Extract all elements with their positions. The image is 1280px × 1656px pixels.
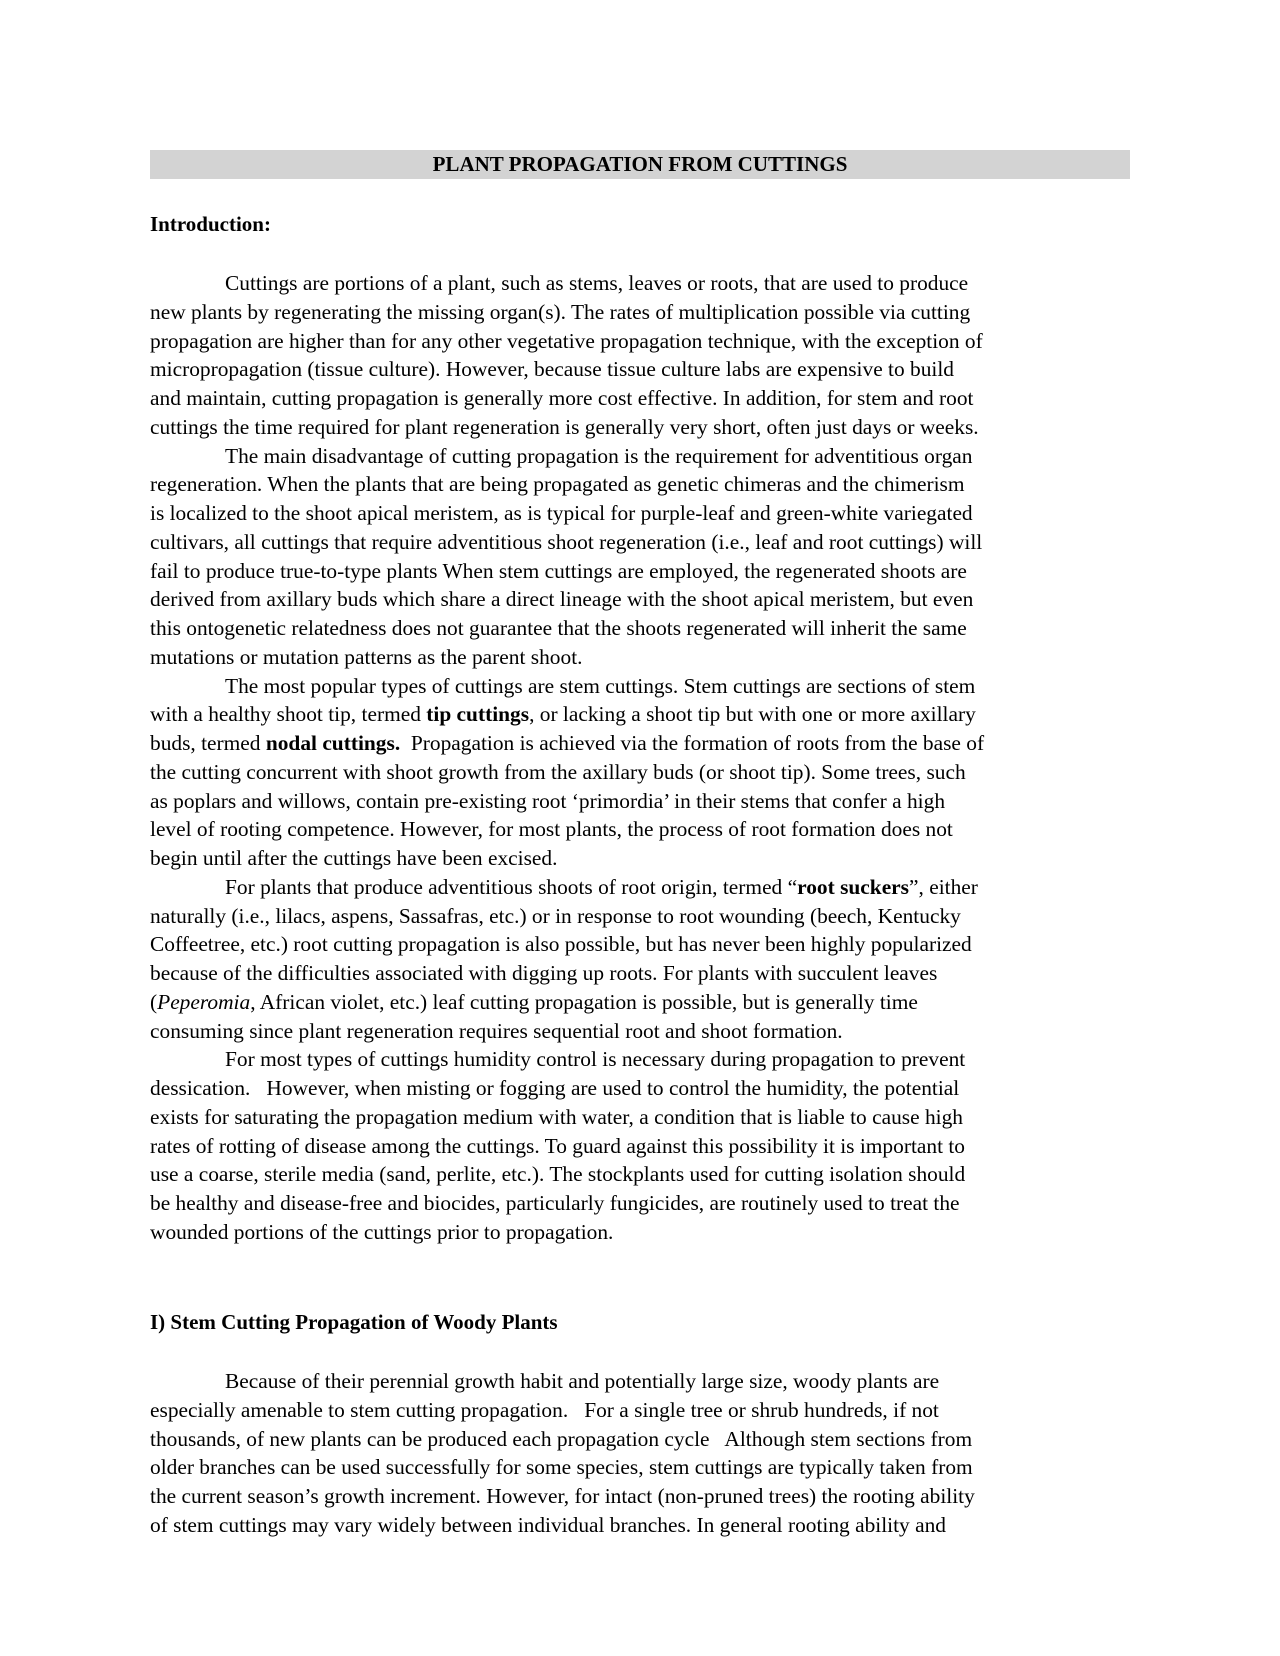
text-line: cuttings the time required for plant regeneration is generally very short, often just days or weeks. [150, 414, 979, 439]
text-line: propagation are higher than for any other vegetative propagation technique, with the exception of [150, 328, 983, 353]
text-line: is localized to the shoot apical meristem, as is typical for purple-leaf and green-white variegated [150, 501, 973, 525]
text-line: begin until after the cuttings have been excised. [150, 846, 558, 870]
text-line: exists for saturating the propagation medium with water, a condition that is liable to cause high [150, 1104, 963, 1129]
text-line: rates of rotting of disease among the cuttings. To guard against this possibility it is important to [150, 1133, 966, 1158]
document-title: PLANT PROPAGATION FROM CUTTINGS [150, 150, 1130, 179]
text-line: be healthy and disease-free and biocides, particularly fungicides, are routinely used to treat the [150, 1191, 960, 1215]
text-run: , African violet, etc.) leaf cutting propagation is possible, but is generally time [250, 989, 918, 1014]
text-line: naturally (i.e., lilacs, aspens, Sassafras, etc.) or in response to root wounding (beech, Kentucky [150, 903, 961, 928]
text-line: micropropagation (tissue culture). However, because tissue culture labs are expensive to build [150, 357, 954, 382]
text-line: level of rooting competence. However, for most plants, the process of root formation does not [150, 817, 953, 842]
text-run: with a healthy shoot tip, termed [150, 702, 427, 727]
text-run: ( [150, 989, 158, 1014]
text-line: because of the difficulties associated with digging up roots. For plants with succulent leaves [150, 961, 938, 985]
paragraph-4 [150, 873, 1130, 1046]
text-line: Because of their perennial growth habit and potentially large size, woody plants are [225, 1369, 940, 1393]
text-line: as poplars and willows, contain pre-existing root ‘primordia’ in their stems that confer a high [150, 788, 946, 813]
term-nodal-cuttings: nodal cuttings. [265, 731, 401, 755]
text-line: regeneration. When the plants that are being propagated as genetic chimeras and the chimerism [150, 472, 965, 497]
text-line: thousands, of new plants can be produced each propagation cycle Although stem sections from [150, 1426, 973, 1451]
text-run: Propagation is achieved via the formation of roots from the base of [400, 731, 985, 755]
text-line: The most popular types of cuttings are stem cuttings. Stem cuttings are sections of stem [225, 673, 976, 698]
paragraph-3 [150, 672, 1130, 873]
section-1-body [150, 1367, 1130, 1540]
text-line [150, 873, 1130, 902]
paragraph-5 [150, 1045, 1130, 1246]
text-line: For most types of cuttings humidity control is necessary during propagation to prevent [225, 1047, 966, 1072]
text-line: The main disadvantage of cutting propagation is the requirement for adventitious organ [225, 443, 973, 468]
paragraph-1 [150, 269, 1130, 442]
text-line [150, 729, 1130, 758]
introduction-body [150, 269, 1130, 1247]
term-peperomia: Peperomia [157, 989, 251, 1014]
text-line: of stem cuttings may vary widely between individual branches. In general rooting ability and [150, 1512, 946, 1537]
text-line: the cutting concurrent with shoot growth from the axillary buds (or shoot tip). Some trees, such [150, 759, 966, 784]
text-line: use a coarse, sterile media (sand, perlite, etc.). The stockplants used for cutting isolation should [150, 1162, 966, 1187]
text-line [150, 988, 1130, 1017]
text-line: fail to produce true-to-type plants When stem cuttings are employed, the regenerated shoots are [150, 558, 967, 583]
text-line: and maintain, cutting propagation is generally more cost effective. In addition, for stem and root [150, 386, 974, 410]
text-line: dessication. However, when misting or fogging are used to control the humidity, the potential [150, 1076, 960, 1100]
text-run: buds, termed [150, 731, 266, 755]
paragraph-2 [150, 442, 1130, 672]
text-line: this ontogenetic relatedness does not guarantee that the shoots regenerated will inherit the same [150, 616, 967, 640]
text-line: mutations or mutation patterns as the parent shoot. [150, 644, 583, 669]
text-line: Cuttings are portions of a plant, such as stems, leaves or roots, that are used to produce [225, 271, 969, 295]
text-line: cultivars, all cuttings that require adventitious shoot regeneration (i.e., leaf and root cuttings) will [150, 529, 983, 554]
text-line: especially amenable to stem cutting propagation. For a single tree or shrub hundreds, if not [150, 1397, 939, 1422]
text-line: the current season’s growth increment. However, for intact (non-pruned trees) the rooting ability [150, 1484, 975, 1508]
text-run: For plants that produce adventitious shoots of root origin, termed “ [225, 874, 798, 899]
text-line [150, 700, 1130, 729]
text-line: new plants by regenerating the missing organ(s). The rates of multiplication possible via cutting [150, 299, 971, 324]
term-root-suckers: root suckers [797, 874, 910, 899]
text-line: consuming since plant regeneration requires sequential root and shoot formation. [150, 1018, 843, 1043]
text-line: derived from axillary buds which share a direct lineage with the shoot apical meristem, but even [150, 587, 974, 612]
text-run: , or lacking a shoot tip but with one or more axillary [529, 702, 976, 727]
text-line: Coffeetree, etc.) root cutting propagation is also possible, but has never been highly popularized [150, 932, 972, 957]
text-line: wounded portions of the cuttings prior to propagation. [150, 1219, 614, 1244]
text-run: ”, either [909, 874, 978, 899]
introduction-heading: Introduction: [150, 212, 271, 236]
paragraph-section-1 [150, 1367, 1130, 1540]
text-line: older branches can be used successfully for some species, stem cuttings are typically taken from [150, 1455, 973, 1480]
term-tip-cuttings: tip cuttings [426, 702, 530, 727]
section-heading-stem-cutting: I) Stem Cutting Propagation of Woody Plants [150, 1310, 558, 1334]
